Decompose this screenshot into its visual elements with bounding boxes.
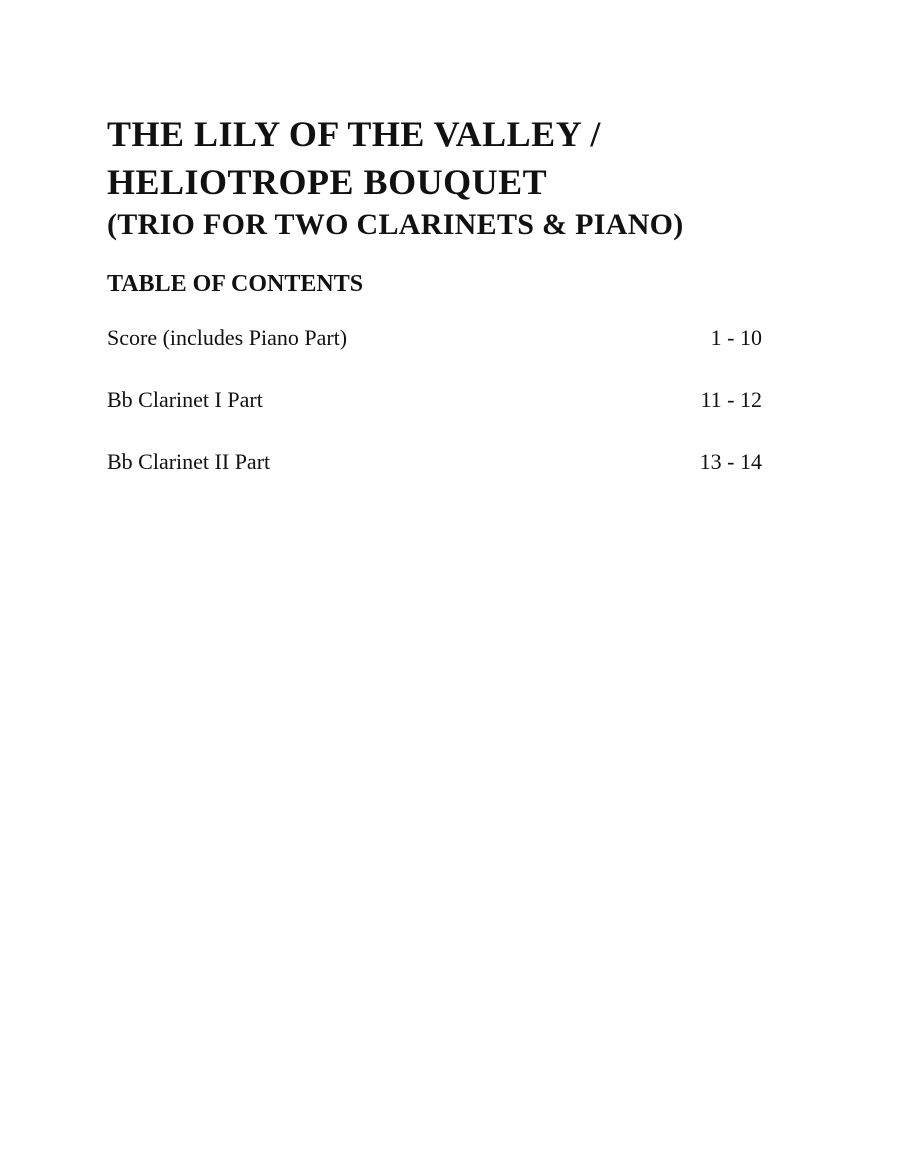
toc-entry <box>107 446 762 508</box>
toc-entry-label: Bb Clarinet II Part <box>107 449 271 474</box>
title-line: THE LILY OF THE VALLEY / <box>107 114 601 154</box>
toc-heading: TABLE OF CONTENTS <box>107 271 364 297</box>
document-subtitle: (TRIO FOR TWO CLARINETS & PIANO) <box>107 208 684 241</box>
toc-entry <box>107 384 762 446</box>
toc-entry-pages: 13 - 14 <box>699 449 762 474</box>
toc-entry-label: Score (includes Piano Part) <box>107 325 348 350</box>
toc-entry-pages: 11 - 12 <box>700 387 762 412</box>
toc-entry-label: Bb Clarinet I Part <box>107 387 263 412</box>
toc-entry <box>107 322 762 384</box>
toc-entry-pages: 1 - 10 <box>710 325 762 350</box>
title-line: HELIOTROPE BOUQUET <box>107 162 548 202</box>
toc-list <box>107 322 762 508</box>
document-title <box>107 110 807 206</box>
